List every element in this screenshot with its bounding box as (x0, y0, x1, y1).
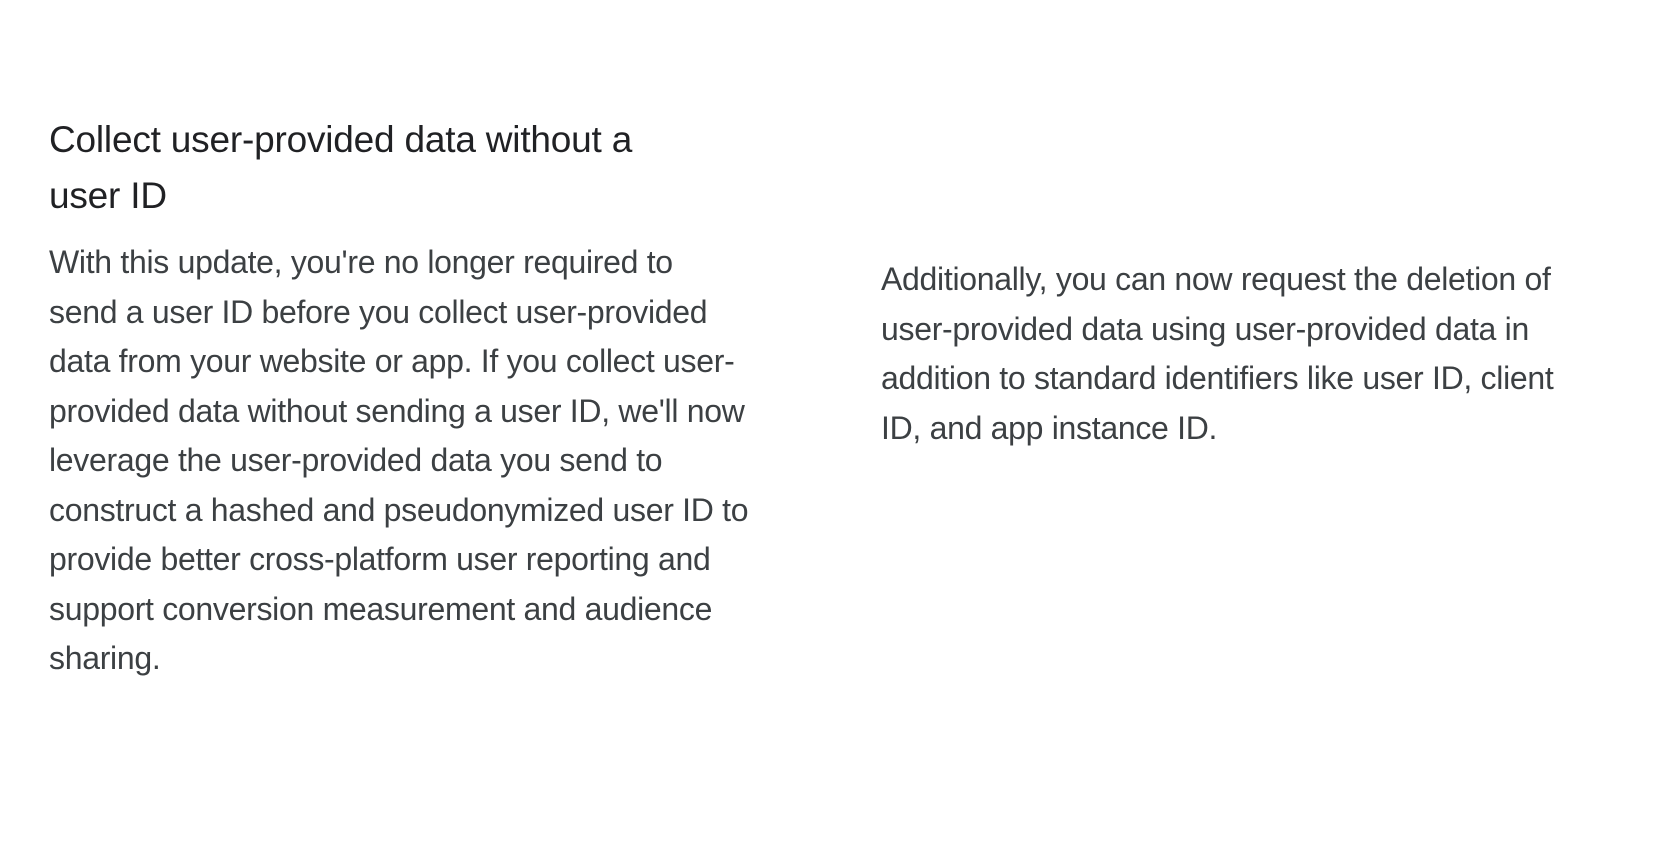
heading-line: user ID (49, 175, 167, 216)
paragraph-line: sharing. (49, 640, 161, 676)
paragraph-line: send a user ID before you collect user-provided (49, 293, 708, 330)
right-paragraph (881, 255, 1651, 453)
paragraph-line: leverage the user-provided data you send to (49, 442, 663, 478)
paragraph-line: addition to standard identifiers like user ID, client (881, 360, 1554, 396)
paragraph-line: provided data without sending a user ID, we'll now (49, 392, 745, 429)
paragraph-line: construct a hashed and pseudonymized user ID to (49, 491, 749, 528)
paragraph-line: user-provided data using user-provided data in (881, 310, 1529, 347)
left-paragraph (49, 238, 839, 684)
paragraph-line: ID, and app instance ID. (881, 409, 1218, 446)
section-heading (49, 112, 839, 224)
paragraph-line: data from your website or app. If you collect user- (49, 343, 735, 379)
paragraph-line: Additionally, you can now request the deletion of (881, 261, 1551, 297)
right-column (881, 255, 1651, 453)
heading-line: Collect user-provided data without a (49, 119, 633, 160)
paragraph-line: support conversion measurement and audience (49, 590, 713, 627)
paragraph-line: provide better cross-platform user reporting and (49, 541, 711, 577)
left-column (49, 112, 839, 684)
paragraph-line: With this update, you're no longer required to (49, 244, 673, 280)
